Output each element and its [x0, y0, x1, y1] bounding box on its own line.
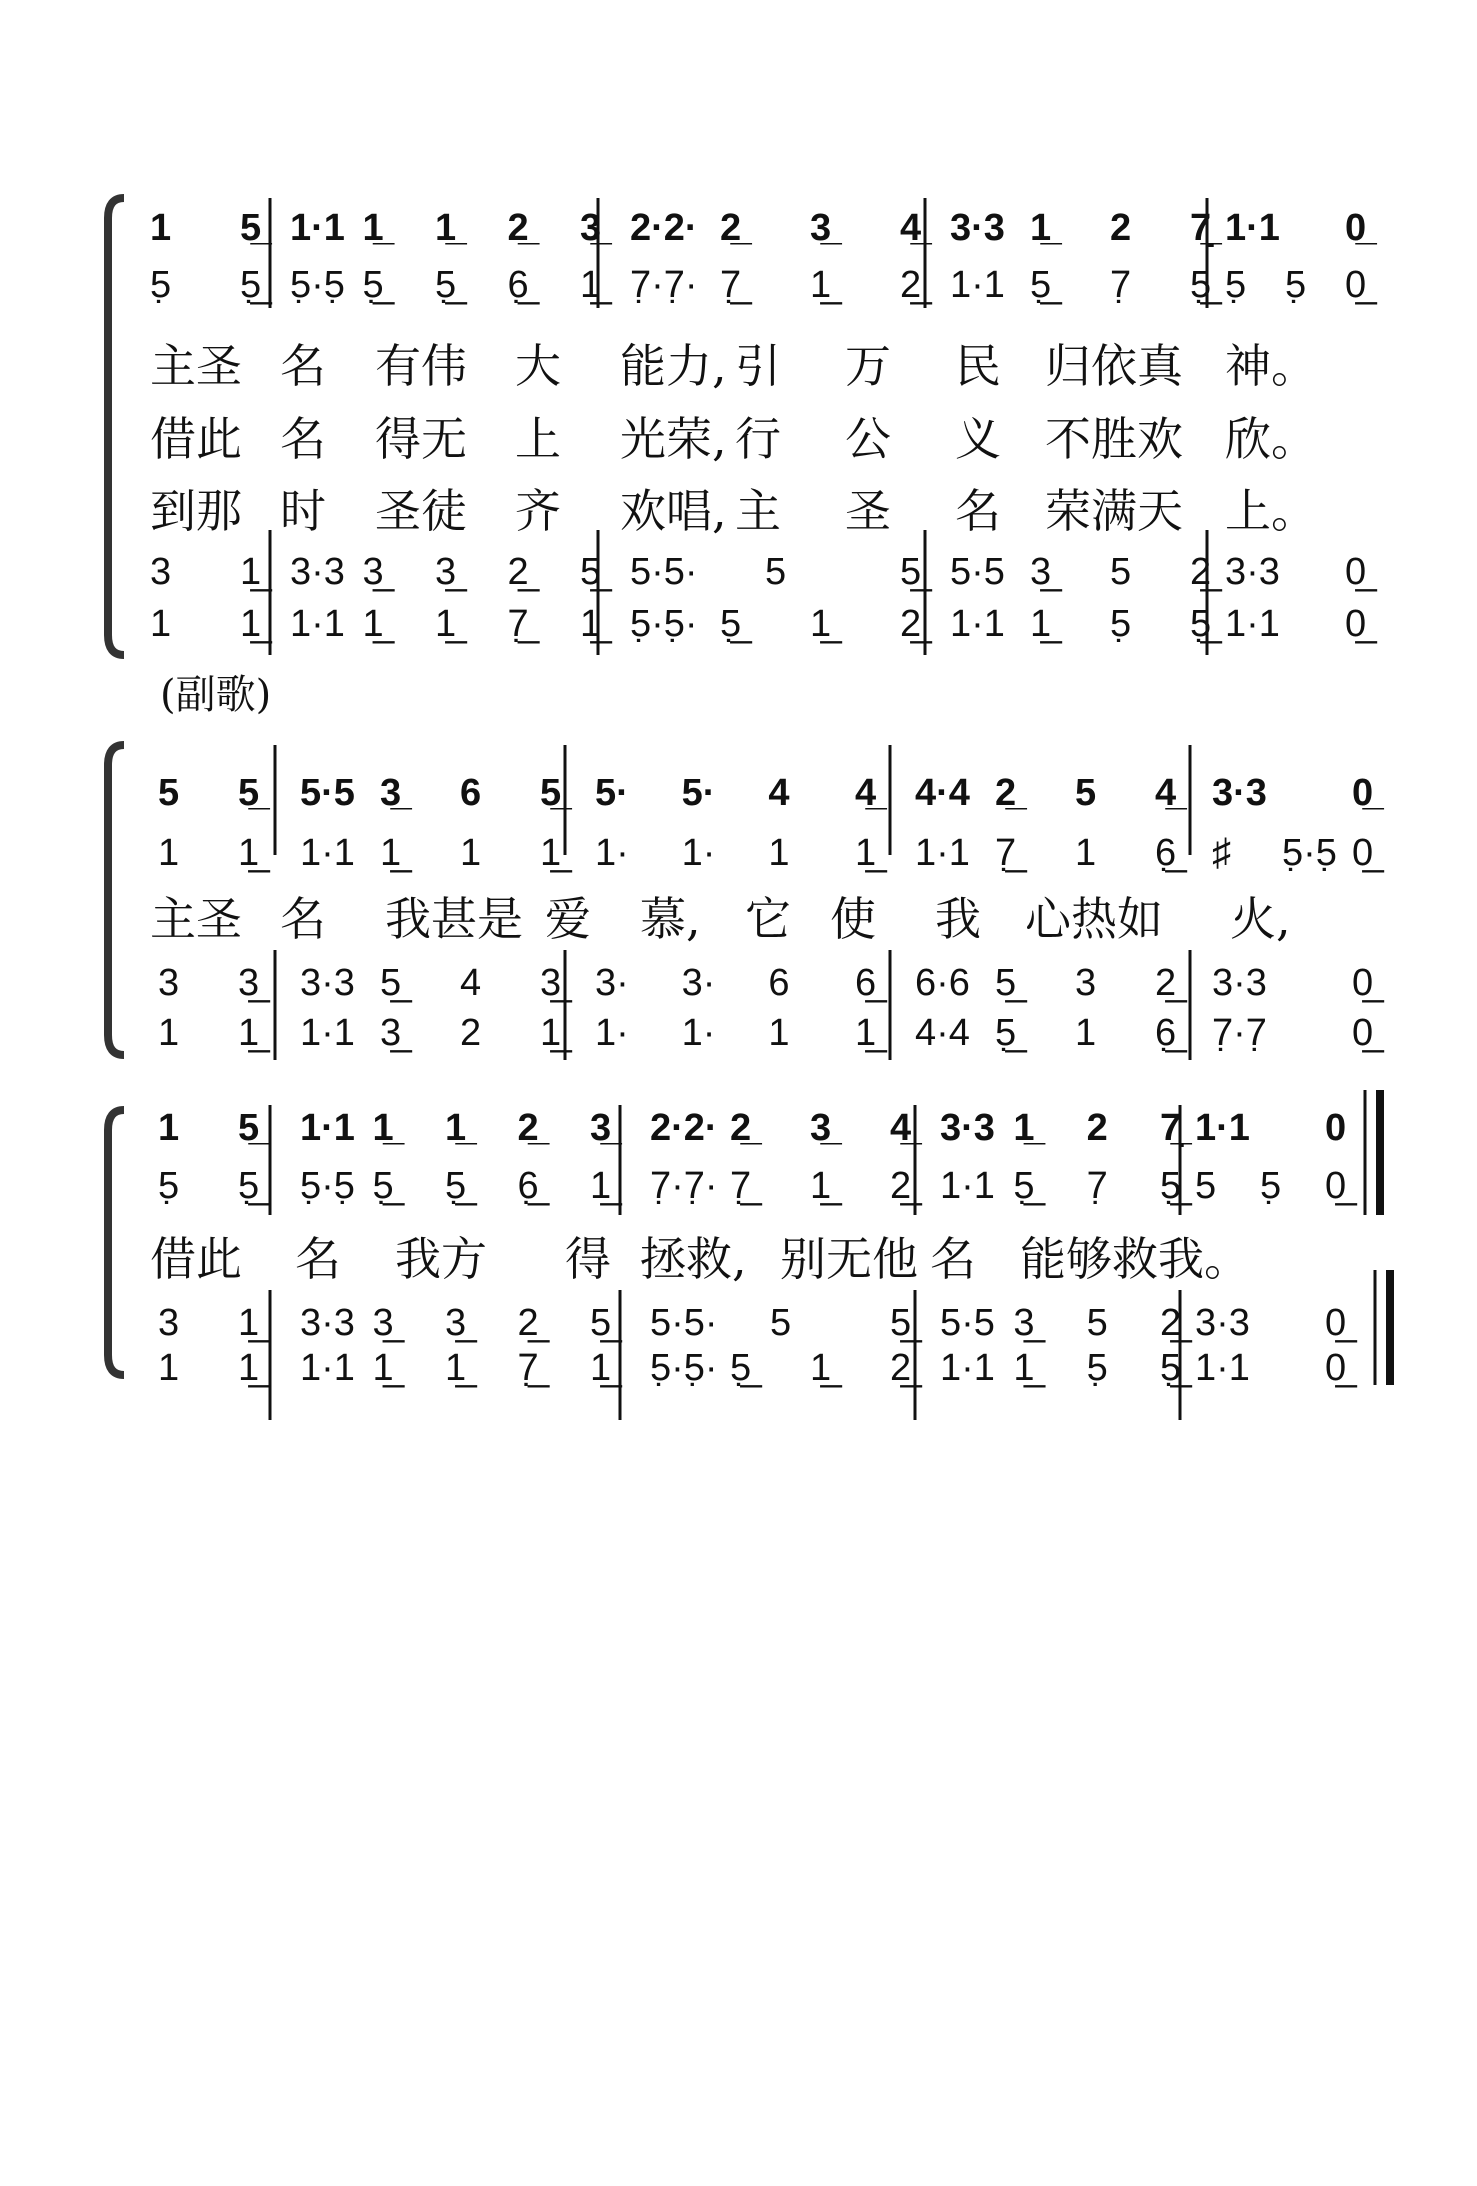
top-lower-note: 5̣	[1225, 264, 1247, 306]
top-upper-note: 5·	[681, 772, 716, 814]
top-upper-note: 2·2·	[650, 1107, 718, 1149]
top-lower-note: 1̲	[855, 832, 877, 874]
bottom-lower-note: 5̣̲	[720, 603, 742, 645]
top-lower-note: 5̣	[1285, 264, 1307, 306]
top-upper-note: 4̲	[890, 1107, 912, 1149]
top-upper-note: 0	[1325, 1107, 1347, 1149]
bottom-upper-note: 5̲	[590, 1302, 612, 1344]
bottom-upper-note: 5	[770, 1302, 792, 1344]
bottom-upper-note: 3·3	[1212, 962, 1267, 1004]
top-lower-note: 1̲	[810, 1165, 832, 1207]
top-upper-note: 1̲	[1013, 1107, 1035, 1149]
top-upper-note: 3̲	[810, 207, 832, 249]
bottom-upper-note: 5·5	[940, 1302, 995, 1344]
top-upper-note: 5̲	[240, 207, 262, 249]
bottom-upper-note: 3·	[595, 962, 629, 1004]
bottom-upper-note: 3̲	[1013, 1302, 1035, 1344]
top-lower-note: 7̣·7̣·	[650, 1165, 718, 1207]
top-lower-note: 1̲	[380, 832, 402, 874]
lyric-word: 名	[280, 339, 326, 393]
bottom-lower-note: 1·1	[300, 1012, 355, 1054]
chorus-label: (副歌)	[160, 672, 272, 718]
top-lower-note: 7̣̲	[730, 1165, 752, 1207]
bottom-lower-note: 1·1	[950, 603, 1005, 645]
top-upper-note: 2̲	[517, 1107, 539, 1149]
lyric-word: 行	[735, 412, 781, 466]
top-upper-note: 4̲	[855, 772, 877, 814]
top-lower-note: 5̣̲	[1030, 264, 1052, 306]
top-lower-note: 7̣·7̣·	[630, 264, 698, 306]
top-lower-note: 5̣·5̣	[300, 1165, 355, 1207]
lyric-word: 圣徒	[375, 484, 467, 538]
top-upper-note: 3·3	[950, 207, 1005, 249]
bottom-lower-note: 7̣̲	[517, 1347, 539, 1389]
top-lower-note: 7̣̲	[720, 264, 742, 306]
top-upper-note: 1·1	[1195, 1107, 1250, 1149]
top-upper-note: 3·3	[1212, 772, 1267, 814]
top-lower-note: 1̲	[590, 1165, 612, 1207]
bottom-upper-note: 5̲	[995, 962, 1017, 1004]
top-upper-note: 2·2·	[630, 207, 698, 249]
bottom-lower-note: 1	[150, 603, 172, 645]
top-upper-note: 3̲	[590, 1107, 612, 1149]
lyric-word: 我甚是	[385, 892, 523, 946]
top-lower-note: 6̣̲	[517, 1165, 539, 1207]
bottom-lower-note: 1·1	[290, 603, 345, 645]
bottom-upper-note: 5·5	[950, 551, 1005, 593]
lyric-word: 能够救我。	[1020, 1232, 1250, 1286]
bottom-upper-note: 3·3	[1195, 1302, 1250, 1344]
lyric-word: 使	[830, 892, 876, 946]
bottom-lower-note: 1̲	[238, 1012, 260, 1054]
top-upper-note: 1·1	[1225, 207, 1280, 249]
bottom-upper-note: 2̲	[517, 1302, 539, 1344]
bottom-upper-note: 3̲	[445, 1302, 467, 1344]
bottom-upper-note: 2̲	[507, 551, 529, 593]
top-lower-note: 0̲	[1345, 264, 1367, 306]
top-upper-note: 0̲	[1352, 772, 1374, 814]
top-upper-note: 2̲	[730, 1107, 752, 1149]
top-lower-note: 1·	[681, 832, 716, 874]
top-upper-note: 2̲	[995, 772, 1017, 814]
top-lower-note: 7̣̲	[995, 832, 1017, 874]
bottom-lower-note: 2	[460, 1012, 482, 1054]
top-lower-note: 2̲	[890, 1165, 912, 1207]
bottom-lower-note: 5̣	[1110, 603, 1132, 645]
lyric-word: 有伟	[375, 339, 467, 393]
top-upper-note: 1̲	[372, 1107, 394, 1149]
bottom-upper-note: 6	[768, 962, 790, 1004]
top-lower-note: 5̣̲	[445, 1165, 467, 1207]
lyric-word: 心热如	[1025, 892, 1163, 946]
top-lower-note: 5	[1195, 1165, 1217, 1207]
lyric-word: 上。	[1225, 484, 1317, 538]
top-lower-note: 5̣̲	[238, 1165, 260, 1207]
bottom-upper-note: 3·3	[300, 962, 355, 1004]
top-lower-note: 2̲	[900, 264, 922, 306]
top-lower-note: 6̣̲	[1155, 832, 1177, 874]
bottom-lower-note: 1	[1075, 1012, 1097, 1054]
top-upper-note: 5·5	[300, 772, 355, 814]
bottom-upper-note: 3·	[681, 962, 716, 1004]
top-upper-note: 4	[768, 772, 790, 814]
bottom-lower-note: 1·1	[940, 1347, 995, 1389]
lyric-word: 拯救,	[640, 1232, 747, 1286]
lyric-word: 火,	[1230, 892, 1291, 946]
bottom-upper-note: 6̲	[855, 962, 877, 1004]
top-lower-note: 1·1	[950, 264, 1005, 306]
top-lower-note: 5̣̲	[362, 264, 384, 306]
top-lower-note: 1·1	[915, 832, 970, 874]
top-lower-note: 1̲	[238, 832, 260, 874]
bottom-upper-note: 1̲	[238, 1302, 260, 1344]
lyric-word: 引	[735, 339, 781, 393]
bottom-upper-note: 3̲	[238, 962, 260, 1004]
system-bracket	[108, 1110, 124, 1375]
lyric-word: 义	[955, 412, 1001, 466]
top-lower-note: 5̣̲	[240, 264, 262, 306]
lyric-word: 主圣	[150, 892, 242, 946]
bottom-upper-note: 3·3	[290, 551, 345, 593]
top-lower-note: 0̲	[1325, 1165, 1347, 1207]
bottom-lower-note: 5̣·5̣·	[630, 603, 698, 645]
lyric-word: 慕,	[640, 892, 701, 946]
bottom-lower-note: 7̣̲	[507, 603, 529, 645]
bottom-upper-note: 3̲	[362, 551, 384, 593]
top-upper-note: 2	[1110, 207, 1132, 249]
bottom-lower-note: 1̲	[445, 1347, 467, 1389]
bottom-upper-note: 5̲	[380, 962, 402, 1004]
bottom-lower-note: 1̲	[810, 603, 832, 645]
bottom-upper-note: 0̲	[1345, 551, 1367, 593]
top-upper-note: 3·3	[940, 1107, 995, 1149]
bottom-lower-note: 5̣̲	[1160, 1347, 1182, 1389]
bottom-upper-note: 5̲	[890, 1302, 912, 1344]
top-lower-note: 5̣	[1260, 1165, 1282, 1207]
top-lower-note: 7̣	[1110, 264, 1132, 306]
lyric-word: 借此	[150, 412, 242, 466]
top-upper-note: 3̲	[810, 1107, 832, 1149]
top-lower-note: 1	[158, 832, 180, 874]
top-upper-note: 3̲	[580, 207, 602, 249]
bottom-upper-note: 3	[1075, 962, 1097, 1004]
bottom-lower-note: 1̲	[580, 603, 602, 645]
lyric-word: 名	[930, 1232, 976, 1286]
top-lower-note: 1·1	[300, 832, 355, 874]
top-upper-note: 6	[460, 772, 482, 814]
lyric-word: 得无	[375, 412, 467, 466]
top-upper-note: 1̲	[1030, 207, 1052, 249]
bottom-lower-note: 5̣·5̣·	[650, 1347, 718, 1389]
bottom-lower-note: 1·1	[300, 1347, 355, 1389]
lyric-word: 齐	[515, 484, 561, 538]
lyric-word: 公	[845, 412, 891, 466]
lyric-word: 名	[280, 412, 326, 466]
bottom-upper-note: 3	[150, 551, 172, 593]
lyric-word: 主	[735, 484, 781, 538]
bottom-lower-note: 6̣̲	[1155, 1012, 1177, 1054]
bottom-lower-note: 1	[158, 1347, 180, 1389]
top-lower-note: 1	[768, 832, 790, 874]
lyric-word: 名	[955, 484, 1001, 538]
top-upper-note: 3̲	[380, 772, 402, 814]
bottom-upper-note: 0̲	[1352, 962, 1374, 1004]
top-lower-note: 1̲	[580, 264, 602, 306]
bottom-lower-note: 1	[158, 1012, 180, 1054]
lyric-word: 别无他	[780, 1232, 918, 1286]
bottom-upper-note: 6·6	[915, 962, 970, 1004]
top-upper-note: 5	[158, 772, 180, 814]
top-upper-note: 7̣̲	[1160, 1107, 1182, 1149]
top-lower-note: ♯	[1212, 832, 1231, 874]
lyric-word: 借此	[150, 1232, 242, 1286]
bottom-lower-note: 1·1	[1225, 603, 1280, 645]
top-lower-note: 1·1	[940, 1165, 995, 1207]
lyric-word: 上	[515, 412, 561, 466]
top-lower-note: 5̣̲	[372, 1165, 394, 1207]
top-upper-note: 5	[1075, 772, 1097, 814]
bottom-lower-note: 1̲	[362, 603, 384, 645]
lyric-word: 荣满天	[1045, 484, 1183, 538]
top-upper-note: 5̲	[238, 1107, 260, 1149]
bottom-lower-note: 1̲	[240, 603, 262, 645]
bottom-upper-note: 5	[765, 551, 787, 593]
bottom-lower-note: 2̲	[900, 603, 922, 645]
lyric-word: 神。	[1225, 339, 1317, 393]
bottom-upper-note: 3̲	[1030, 551, 1052, 593]
lyric-word: 欣。	[1225, 412, 1317, 466]
bottom-lower-note: 4·4	[915, 1012, 970, 1054]
bottom-upper-note: 3̲	[435, 551, 457, 593]
lyric-word: 能力,	[620, 339, 727, 393]
top-lower-note: 5̣·5̣	[290, 264, 345, 306]
bottom-upper-note: 3̲	[540, 962, 562, 1004]
bottom-lower-note: 1	[768, 1012, 790, 1054]
top-lower-note: 5̣	[158, 1165, 180, 1207]
bottom-lower-note: 1̲	[1030, 603, 1052, 645]
bottom-upper-note: 5̲	[580, 551, 602, 593]
lyric-word: 圣	[845, 484, 891, 538]
bottom-lower-note: 1·	[681, 1012, 716, 1054]
bottom-lower-note: 2̲	[890, 1347, 912, 1389]
bottom-lower-note: 5̣	[1086, 1347, 1108, 1389]
lyric-word: 爱	[545, 892, 591, 946]
bottom-lower-note: 0̲	[1325, 1347, 1347, 1389]
top-lower-note: 1̲	[540, 832, 562, 874]
lyric-word: 民	[955, 339, 1001, 393]
bottom-upper-note: 3·3	[300, 1302, 355, 1344]
top-upper-note: 4·4	[915, 772, 970, 814]
top-lower-note: 5̣	[150, 264, 172, 306]
lyric-word: 我	[935, 892, 981, 946]
lyric-word: 欢唱,	[620, 484, 727, 538]
lyric-word: 得	[565, 1232, 611, 1286]
top-lower-note: 1̲	[810, 264, 832, 306]
bottom-upper-note: 3̲	[372, 1302, 394, 1344]
top-lower-note: 1·	[595, 832, 629, 874]
bottom-upper-note: 5·5·	[650, 1302, 718, 1344]
top-lower-note: 7̣	[1086, 1165, 1108, 1207]
top-upper-note: 2̲	[507, 207, 529, 249]
top-upper-note: 2̲	[720, 207, 742, 249]
bottom-lower-note: 1̲	[1013, 1347, 1035, 1389]
bottom-upper-note: 0̲	[1325, 1302, 1347, 1344]
top-lower-note: 1	[460, 832, 482, 874]
top-upper-note: 4̲	[1155, 772, 1177, 814]
bottom-lower-note: 1̲	[238, 1347, 260, 1389]
top-upper-note: 5̲	[238, 772, 260, 814]
bottom-upper-note: 3	[158, 1302, 180, 1344]
system-bracket	[108, 198, 124, 655]
top-lower-note: 0̲	[1352, 832, 1374, 874]
top-upper-note: 1·1	[290, 207, 345, 249]
bottom-lower-note: 5̣̲	[730, 1347, 752, 1389]
bottom-lower-note: 1·	[595, 1012, 629, 1054]
bottom-lower-note: 1·1	[1195, 1347, 1250, 1389]
bottom-lower-note: 0̲	[1345, 603, 1367, 645]
bottom-lower-note: 1̲	[540, 1012, 562, 1054]
bottom-upper-note: 3	[158, 962, 180, 1004]
bottom-upper-note: 4	[460, 962, 482, 1004]
top-upper-note: 4̲	[900, 207, 922, 249]
bottom-upper-note: 2̲	[1160, 1302, 1182, 1344]
bottom-lower-note: 5̣̲	[995, 1012, 1017, 1054]
bottom-upper-note: 5·5·	[630, 551, 698, 593]
top-lower-note: 1	[1075, 832, 1097, 874]
lyric-word: 主圣	[150, 339, 242, 393]
lyric-word: 到那	[150, 484, 242, 538]
bottom-lower-note: 5̣̲	[1190, 603, 1212, 645]
top-lower-note: 5̣̲	[1160, 1165, 1182, 1207]
bottom-upper-note: 2̲	[1155, 962, 1177, 1004]
lyric-word: 名	[295, 1232, 341, 1286]
top-upper-note: 1·1	[300, 1107, 355, 1149]
bottom-lower-note: 0̲	[1352, 1012, 1374, 1054]
lyric-word: 万	[845, 339, 891, 393]
top-lower-note: 6̣̲	[507, 264, 529, 306]
bottom-lower-note: 1̲	[810, 1347, 832, 1389]
lyric-word: 归依真	[1045, 339, 1183, 393]
top-upper-note: 1̲	[445, 1107, 467, 1149]
lyric-word: 大	[515, 339, 561, 393]
top-upper-note: 1	[158, 1107, 180, 1149]
top-upper-note: 1	[150, 207, 172, 249]
top-upper-note: 7̣̲	[1190, 207, 1212, 249]
bottom-upper-note: 5	[1086, 1302, 1108, 1344]
top-upper-note: 1̲	[435, 207, 457, 249]
system-bracket	[108, 745, 124, 1055]
lyric-word: 我方	[395, 1232, 487, 1286]
top-lower-note: 5̣̲	[435, 264, 457, 306]
bottom-lower-note: 1̲	[590, 1347, 612, 1389]
top-lower-note: 5̣·5̣	[1282, 832, 1337, 874]
bottom-upper-note: 5	[1110, 551, 1132, 593]
lyric-word: 光荣,	[620, 412, 727, 466]
top-lower-note: 5̣̲	[1013, 1165, 1035, 1207]
bottom-lower-note: 1̲	[855, 1012, 877, 1054]
bottom-lower-note: 3̲	[380, 1012, 402, 1054]
bottom-lower-note: 7̣·7̣	[1212, 1012, 1267, 1054]
bottom-lower-note: 1̲	[372, 1347, 394, 1389]
bottom-upper-note: 3·3	[1225, 551, 1280, 593]
top-upper-note: 5̲	[540, 772, 562, 814]
lyric-word: 它	[745, 892, 791, 946]
bottom-upper-note: 2̲	[1190, 551, 1212, 593]
top-upper-note: 1̲	[362, 207, 384, 249]
lyric-word: 时	[280, 484, 326, 538]
top-upper-note: 5·	[595, 772, 629, 814]
bottom-upper-note: 1̲	[240, 551, 262, 593]
lyric-word: 不胜欢	[1045, 412, 1183, 466]
lyric-word: 名	[280, 892, 326, 946]
bottom-upper-note: 5̲	[900, 551, 922, 593]
top-lower-note: 5̣̲	[1190, 264, 1212, 306]
bottom-lower-note: 1̲	[435, 603, 457, 645]
top-upper-note: 2	[1086, 1107, 1108, 1149]
top-upper-note: 0̲	[1345, 207, 1367, 249]
